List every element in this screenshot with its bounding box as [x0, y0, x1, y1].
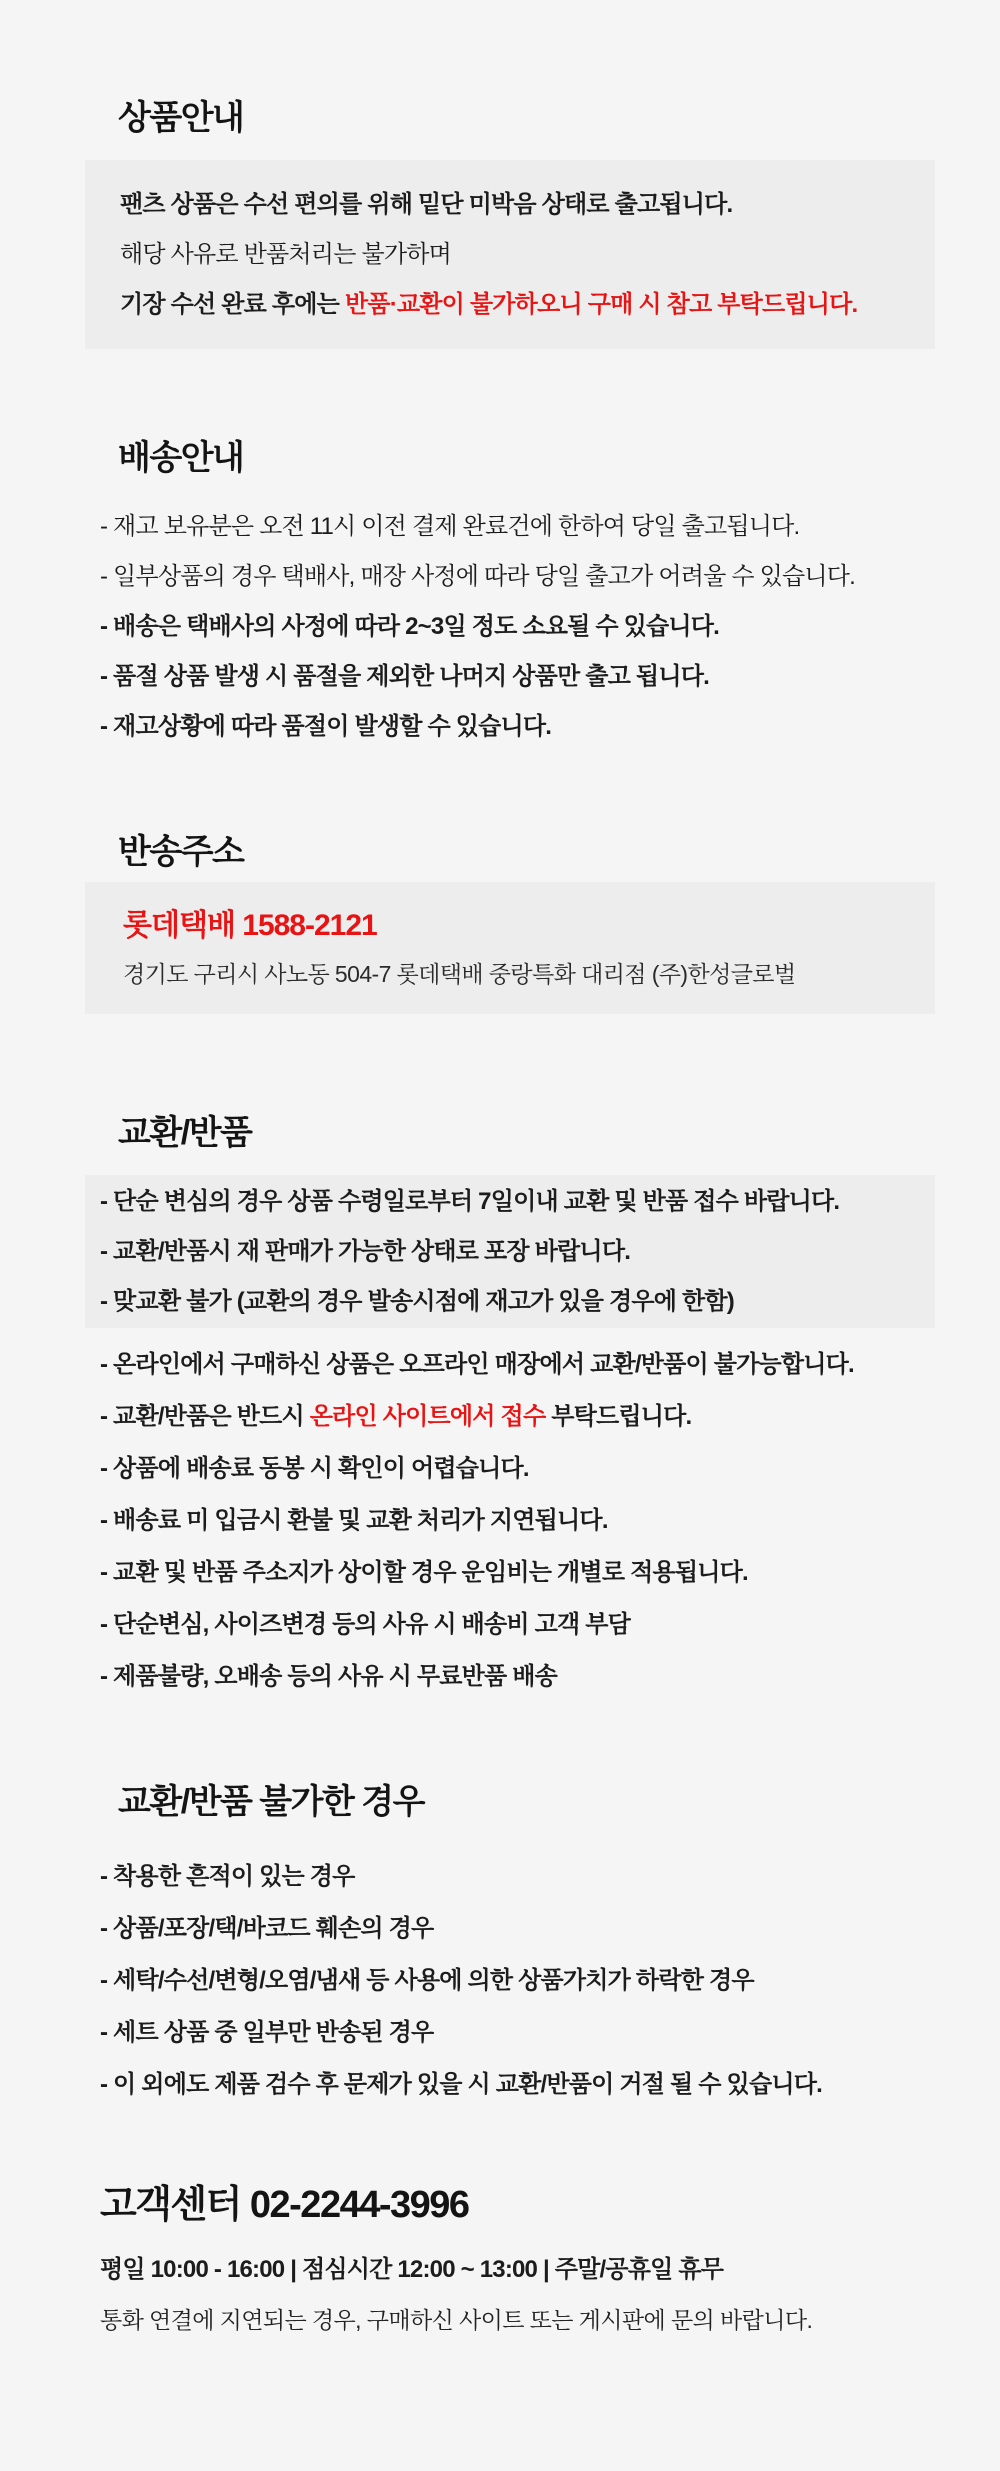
not-allowed-title: 교환/반품 불가한 경우 [118, 1783, 424, 1821]
text-segment: - 배송료 미 입금시 환불 및 교환 처리가 지연됩니다. [100, 1507, 608, 1534]
text-segment: - 재고상황에 따라 품절이 발생할 수 있습니다. [100, 713, 552, 740]
customer-service-hours: 평일 10:00 - 16:00 | 점심시간 12:00 ~ 13:00 | 주말/공휴일 휴무 [100, 2256, 724, 2283]
exchange-return-title: 교환/반품 [118, 1114, 252, 1152]
exchange-return-item [100, 1504, 1000, 1537]
product-info-line [120, 188, 905, 221]
exchange-return-boxed-list [85, 1175, 935, 1328]
text-segment: - 상품/포장/택/바코드 훼손의 경우 [100, 1915, 434, 1942]
return-address-title: 반송주소 [118, 833, 244, 871]
exchange-return-item [100, 1235, 915, 1268]
text-segment: 부탁드립니다. [545, 1403, 692, 1430]
text-segment: - 교환/반품은 반드시 [100, 1403, 310, 1430]
courier-phone: 롯데택배 1588-2121 [123, 909, 377, 942]
shipping-info-list [0, 510, 1000, 743]
highlighted-text: 온라인 사이트에서 접수 [309, 1403, 546, 1430]
exchange-return-list [0, 1348, 1000, 1693]
product-info-line [120, 288, 905, 321]
product-info-line [120, 238, 905, 271]
exchange-return-item [100, 1660, 1000, 1693]
exchange-return-item [100, 1400, 1000, 1433]
shipping-info-item [100, 660, 1000, 693]
exchange-return-item [100, 1285, 915, 1318]
section-exchange-return [0, 1111, 1000, 1693]
text-segment: - 맞교환 불가 (교환의 경우 발송시점에 재고가 있을 경우에 한함) [100, 1288, 734, 1315]
text-segment: 해당 사유로 반품처리는 불가하며 [120, 241, 451, 268]
exchange-return-item [100, 1348, 1000, 1381]
customer-service-note: 통화 연결에 지연되는 경우, 구매하신 사이트 또는 게시판에 문의 바랍니다. [100, 2307, 813, 2333]
text-segment: - 단순 변심의 경우 상품 수령일로부터 7일이내 교환 및 반품 접수 바랍니다. [100, 1188, 840, 1215]
exchange-return-item [100, 1452, 1000, 1485]
exchange-return-item [100, 1185, 915, 1218]
text-segment: 팬츠 상품은 수선 편의를 위해 밑단 미박음 상태로 출고됩니다. [120, 191, 733, 218]
section-not-allowed [0, 1780, 1000, 2101]
section-return-address [0, 830, 1000, 1014]
text-segment: - 품절 상품 발생 시 품절을 제외한 나머지 상품만 출고 됩니다. [100, 663, 709, 690]
section-shipping-info [0, 436, 1000, 743]
shipping-info-item [100, 560, 1000, 593]
text-segment: - 일부상품의 경우 택배사, 매장 사정에 따라 당일 출고가 어려울 수 있습니다. [100, 563, 855, 590]
section-product-info [0, 96, 1000, 349]
not-allowed-item [100, 1860, 1000, 1893]
text-segment: - 세트 상품 중 일부만 반송된 경우 [100, 2019, 434, 2046]
text-segment: - 착용한 흔적이 있는 경우 [100, 1863, 355, 1890]
shipping-info-item [100, 610, 1000, 643]
not-allowed-item [100, 1964, 1000, 1997]
shipping-info-item [100, 510, 1000, 543]
highlighted-text: 반품·교환이 불가하오니 구매 시 참고 부탁드립니다. [344, 291, 858, 318]
text-segment: - 재고 보유분은 오전 11시 이전 결제 완료건에 한하여 당일 출고됩니다. [100, 513, 800, 540]
product-info-title: 상품안내 [118, 99, 244, 137]
text-segment: - 배송은 택배사의 사정에 따라 2~3일 정도 소요될 수 있습니다. [100, 613, 720, 640]
product-info-box [85, 160, 935, 349]
exchange-return-item [100, 1556, 1000, 1589]
text-segment: - 제품불량, 오배송 등의 사유 시 무료반품 배송 [100, 1663, 558, 1690]
text-segment: - 단순변심, 사이즈변경 등의 사유 시 배송비 고객 부담 [100, 1611, 631, 1638]
not-allowed-item [100, 2068, 1000, 2101]
text-segment: - 교환/반품시 재 판매가 가능한 상태로 포장 바랍니다. [100, 1238, 631, 1265]
text-segment: - 이 외에도 제품 검수 후 문제가 있을 시 교환/반품이 거절 될 수 있습니다. [100, 2071, 822, 2098]
text-segment: 기장 수선 완료 후에는 [120, 291, 345, 318]
shipping-info-title: 배송안내 [118, 439, 244, 477]
not-allowed-item [100, 1912, 1000, 1945]
customer-service-title: 고객센터 02-2244-3996 [100, 2184, 469, 2226]
not-allowed-list [0, 1860, 1000, 2101]
text-segment: - 상품에 배송료 동봉 시 확인이 어렵습니다. [100, 1455, 529, 1482]
not-allowed-item [100, 2016, 1000, 2049]
text-segment: - 온라인에서 구매하신 상품은 오프라인 매장에서 교환/반품이 불가능합니다. [100, 1351, 854, 1378]
return-address-text: 경기도 구리시 사노동 504-7 롯데택배 중랑특화 대리점 (주)한성글로벌 [123, 961, 796, 987]
return-address-box [85, 882, 935, 1014]
section-customer-service [100, 2181, 1000, 2336]
shipping-info-item [100, 710, 1000, 743]
exchange-return-item [100, 1608, 1000, 1641]
text-segment: - 교환 및 반품 주소지가 상이할 경우 운임비는 개별로 적용됩니다. [100, 1559, 748, 1586]
text-segment: - 세탁/수선/변형/오염/냄새 등 사용에 의한 상품가치가 하락한 경우 [100, 1967, 754, 1994]
